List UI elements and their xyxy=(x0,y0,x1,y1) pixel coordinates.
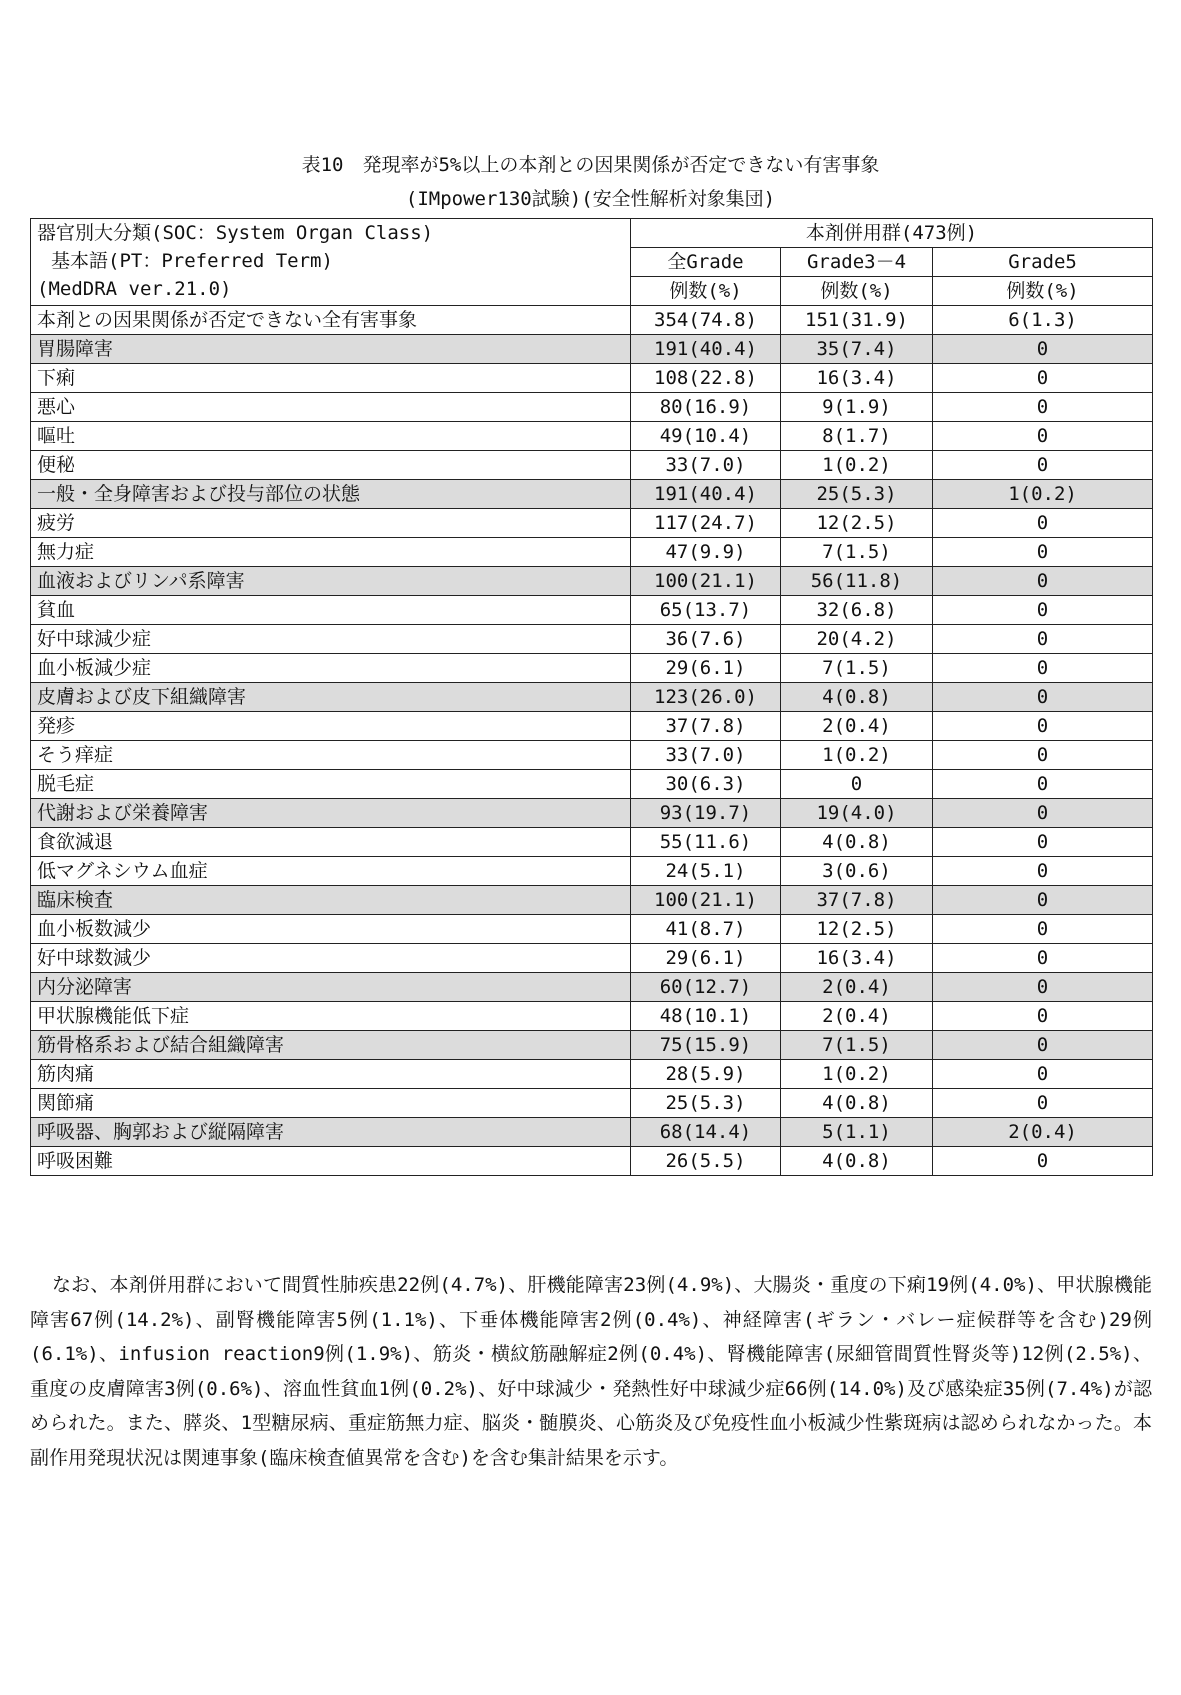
row-name: 好中球減少症 xyxy=(31,625,631,654)
cell-grade34: 8(1.7) xyxy=(781,422,933,451)
cell-grade34: 7(1.5) xyxy=(781,654,933,683)
row-name: 悪心 xyxy=(31,393,631,422)
cell-grade5: 0 xyxy=(933,857,1153,886)
table-row-pt xyxy=(31,654,1153,683)
cell-grade5: 0 xyxy=(933,799,1153,828)
cell-grade5: 0 xyxy=(933,944,1153,973)
table-row-soc xyxy=(31,335,1153,364)
cell-grade34: 16(3.4) xyxy=(781,364,933,393)
row-name: 胃腸障害 xyxy=(31,335,631,364)
row-name: 血小板減少症 xyxy=(31,654,631,683)
cell-grade34: 1(0.2) xyxy=(781,1060,933,1089)
table-row-pt xyxy=(31,770,1153,799)
header-col-grade5: Grade5 xyxy=(933,248,1153,277)
cell-grade34: 151(31.9) xyxy=(781,306,933,335)
cell-grade5: 1(0.2) xyxy=(933,480,1153,509)
cell-grade5: 0 xyxy=(933,1147,1153,1176)
header-col-grade34: Grade3－4 xyxy=(781,248,933,277)
header-soc-label: 器官別大分類(SOC：System Organ Class) xyxy=(37,222,434,244)
table-row-soc xyxy=(31,886,1153,915)
cell-grade5: 0 xyxy=(933,538,1153,567)
table-row-pt xyxy=(31,364,1153,393)
cell-grade34: 2(0.4) xyxy=(781,712,933,741)
row-name: 血液およびリンパ系障害 xyxy=(31,567,631,596)
cell-grade34: 3(0.6) xyxy=(781,857,933,886)
cell-grade34: 32(6.8) xyxy=(781,596,933,625)
table-row-pt xyxy=(31,915,1153,944)
cell-all-grade: 30(6.3) xyxy=(631,770,781,799)
cell-grade34: 12(2.5) xyxy=(781,509,933,538)
cell-all-grade: 41(8.7) xyxy=(631,915,781,944)
cell-grade5: 0 xyxy=(933,335,1153,364)
cell-all-grade: 29(6.1) xyxy=(631,944,781,973)
cell-all-grade: 49(10.4) xyxy=(631,422,781,451)
table-row-pt xyxy=(31,857,1153,886)
table-row-soc xyxy=(31,1118,1153,1147)
cell-all-grade: 47(9.9) xyxy=(631,538,781,567)
cell-all-grade: 29(6.1) xyxy=(631,654,781,683)
cell-grade5: 0 xyxy=(933,770,1153,799)
cell-grade5: 0 xyxy=(933,828,1153,857)
cell-grade5: 0 xyxy=(933,1060,1153,1089)
cell-all-grade: 65(13.7) xyxy=(631,596,781,625)
table-row-pt xyxy=(31,828,1153,857)
cell-grade5: 0 xyxy=(933,567,1153,596)
table-row-soc xyxy=(31,799,1153,828)
table-row-soc xyxy=(31,480,1153,509)
table-caption-line1: 表10 発現率が5%以上の本剤との因果関係が否定できない有害事象 xyxy=(301,154,880,176)
cell-grade5: 0 xyxy=(933,451,1153,480)
table-row-pt xyxy=(31,393,1153,422)
row-name: 食欲減退 xyxy=(31,828,631,857)
header-col-all-grade: 全Grade xyxy=(631,248,781,277)
cell-grade5: 0 xyxy=(933,741,1153,770)
cell-all-grade: 191(40.4) xyxy=(631,480,781,509)
row-name: 代謝および栄養障害 xyxy=(31,799,631,828)
header-group: 本剤併用群(473例) xyxy=(631,219,1153,248)
cell-all-grade: 75(15.9) xyxy=(631,1031,781,1060)
cell-all-grade: 48(10.1) xyxy=(631,1002,781,1031)
adverse-events-table xyxy=(30,218,1153,1176)
row-name: 筋肉痛 xyxy=(31,1060,631,1089)
cell-grade34: 5(1.1) xyxy=(781,1118,933,1147)
cell-grade34: 56(11.8) xyxy=(781,567,933,596)
cell-all-grade: 25(5.3) xyxy=(631,1089,781,1118)
cell-grade34: 2(0.4) xyxy=(781,1002,933,1031)
row-name: 脱毛症 xyxy=(31,770,631,799)
row-name: 嘔吐 xyxy=(31,422,631,451)
row-name: 臨床検査 xyxy=(31,886,631,915)
header-unit-grade34: 例数(%) xyxy=(781,277,933,306)
cell-grade5: 0 xyxy=(933,712,1153,741)
body-paragraph: なお、本剤併用群において間質性肺疾患22例(4.7%)、肝機能障害23例(4.9%)、大腸炎・重度の下痢19例(4.0%)、甲状腺機能障害67例(14.2%)、副腎機能障害5例(1.1%)、下垂体機能障害2例(0.4%)、神経障害(ギラン・バレー症候群等を含む)29例(6.1%)、infusion reaction9例(1.9%)、筋炎・横紋筋融解症2例(0.4%)、腎機能障害(尿細管間質性腎炎等)12例(2.5%)、重度の皮膚障害3例(0.6%)、溶血性貧血1例(0.2%)、好中球減少・発熱性好中球減少症66例(14.0%)及び感染症35例(7.4%)が認められた。また、膵炎、1型糖尿病、重症筋無力症、脳炎・髄膜炎、心筋炎及び免疫性血小板減少性紫斑病は認められなかった。本副作用発現状況は関連事象(臨床検査値異常を含む)を含む集計結果を示す。 xyxy=(30,1274,1152,1469)
cell-grade34: 4(0.8) xyxy=(781,1089,933,1118)
cell-grade34: 4(0.8) xyxy=(781,1147,933,1176)
cell-grade34: 1(0.2) xyxy=(781,741,933,770)
cell-grade34: 7(1.5) xyxy=(781,538,933,567)
table-row-pt xyxy=(31,1002,1153,1031)
cell-grade5: 0 xyxy=(933,393,1153,422)
header-soc-cell xyxy=(31,219,631,306)
row-name: 内分泌障害 xyxy=(31,973,631,1002)
cell-grade5: 0 xyxy=(933,1089,1153,1118)
cell-grade34: 19(4.0) xyxy=(781,799,933,828)
cell-all-grade: 108(22.8) xyxy=(631,364,781,393)
table-row-pt xyxy=(31,741,1153,770)
header-meddra-label: (MedDRA ver.21.0) xyxy=(37,278,232,300)
table-row-soc xyxy=(31,973,1153,1002)
cell-grade5: 0 xyxy=(933,973,1153,1002)
table-row-pt xyxy=(31,1060,1153,1089)
header-unit-all-grade: 例数(%) xyxy=(631,277,781,306)
cell-all-grade: 60(12.7) xyxy=(631,973,781,1002)
row-name: 一般・全身障害および投与部位の状態 xyxy=(31,480,631,509)
row-name: 皮膚および皮下組織障害 xyxy=(31,683,631,712)
row-name: 血小板数減少 xyxy=(31,915,631,944)
cell-all-grade: 26(5.5) xyxy=(631,1147,781,1176)
table-row-pt xyxy=(31,596,1153,625)
row-name: 好中球数減少 xyxy=(31,944,631,973)
table-row-soc xyxy=(31,567,1153,596)
cell-grade5: 0 xyxy=(933,915,1153,944)
row-name: 貧血 xyxy=(31,596,631,625)
cell-grade34: 4(0.8) xyxy=(781,683,933,712)
cell-grade5: 0 xyxy=(933,422,1153,451)
table-row-pt xyxy=(31,944,1153,973)
table-row-pt xyxy=(31,1147,1153,1176)
cell-grade34: 0 xyxy=(781,770,933,799)
header-pt-label: 基本語(PT：Preferred Term) xyxy=(51,250,333,272)
row-name: 無力症 xyxy=(31,538,631,567)
table-row-soc xyxy=(31,1031,1153,1060)
cell-grade5: 0 xyxy=(933,596,1153,625)
cell-grade5: 0 xyxy=(933,364,1153,393)
table-row-total xyxy=(31,306,1153,335)
table-row-pt xyxy=(31,509,1153,538)
cell-grade34: 9(1.9) xyxy=(781,393,933,422)
cell-all-grade: 191(40.4) xyxy=(631,335,781,364)
cell-grade5: 0 xyxy=(933,1002,1153,1031)
cell-all-grade: 33(7.0) xyxy=(631,451,781,480)
table-row-pt xyxy=(31,422,1153,451)
cell-all-grade: 33(7.0) xyxy=(631,741,781,770)
cell-all-grade: 28(5.9) xyxy=(631,1060,781,1089)
row-name: 関節痛 xyxy=(31,1089,631,1118)
cell-grade5: 0 xyxy=(933,683,1153,712)
row-name: 甲状腺機能低下症 xyxy=(31,1002,631,1031)
table-row-pt xyxy=(31,451,1153,480)
cell-all-grade: 100(21.1) xyxy=(631,567,781,596)
cell-all-grade: 68(14.4) xyxy=(631,1118,781,1147)
row-name: 呼吸困難 xyxy=(31,1147,631,1176)
cell-grade34: 7(1.5) xyxy=(781,1031,933,1060)
row-name: 便秘 xyxy=(31,451,631,480)
row-name: 筋骨格系および結合組織障害 xyxy=(31,1031,631,1060)
cell-all-grade: 80(16.9) xyxy=(631,393,781,422)
cell-grade34: 2(0.4) xyxy=(781,973,933,1002)
cell-all-grade: 37(7.8) xyxy=(631,712,781,741)
cell-all-grade: 55(11.6) xyxy=(631,828,781,857)
cell-all-grade: 36(7.6) xyxy=(631,625,781,654)
cell-grade5: 2(0.4) xyxy=(933,1118,1153,1147)
cell-grade5: 0 xyxy=(933,509,1153,538)
table-caption-line2: (IMpower130試験)(安全性解析対象集団) xyxy=(405,188,776,210)
cell-grade5: 0 xyxy=(933,625,1153,654)
cell-grade5: 0 xyxy=(933,1031,1153,1060)
cell-grade5: 0 xyxy=(933,886,1153,915)
row-name: 低マグネシウム血症 xyxy=(31,857,631,886)
cell-grade34: 16(3.4) xyxy=(781,944,933,973)
table-row-pt xyxy=(31,712,1153,741)
cell-grade34: 35(7.4) xyxy=(781,335,933,364)
row-name: 本剤との因果関係が否定できない全有害事象 xyxy=(31,306,631,335)
header-unit-grade5: 例数(%) xyxy=(933,277,1153,306)
table-row-pt xyxy=(31,625,1153,654)
row-name: 呼吸器、胸郭および縦隔障害 xyxy=(31,1118,631,1147)
cell-all-grade: 93(19.7) xyxy=(631,799,781,828)
cell-all-grade: 24(5.1) xyxy=(631,857,781,886)
row-name: 疲労 xyxy=(31,509,631,538)
row-name: そう痒症 xyxy=(31,741,631,770)
cell-grade34: 20(4.2) xyxy=(781,625,933,654)
row-name: 発疹 xyxy=(31,712,631,741)
cell-grade34: 25(5.3) xyxy=(781,480,933,509)
cell-all-grade: 117(24.7) xyxy=(631,509,781,538)
table-row-soc xyxy=(31,683,1153,712)
cell-grade5: 6(1.3) xyxy=(933,306,1153,335)
cell-grade34: 1(0.2) xyxy=(781,451,933,480)
cell-grade34: 4(0.8) xyxy=(781,828,933,857)
table-row-pt xyxy=(31,538,1153,567)
table-row-pt xyxy=(31,1089,1153,1118)
cell-grade5: 0 xyxy=(933,654,1153,683)
cell-all-grade: 354(74.8) xyxy=(631,306,781,335)
cell-grade34: 12(2.5) xyxy=(781,915,933,944)
cell-all-grade: 100(21.1) xyxy=(631,886,781,915)
cell-all-grade: 123(26.0) xyxy=(631,683,781,712)
cell-grade34: 37(7.8) xyxy=(781,886,933,915)
row-name: 下痢 xyxy=(31,364,631,393)
